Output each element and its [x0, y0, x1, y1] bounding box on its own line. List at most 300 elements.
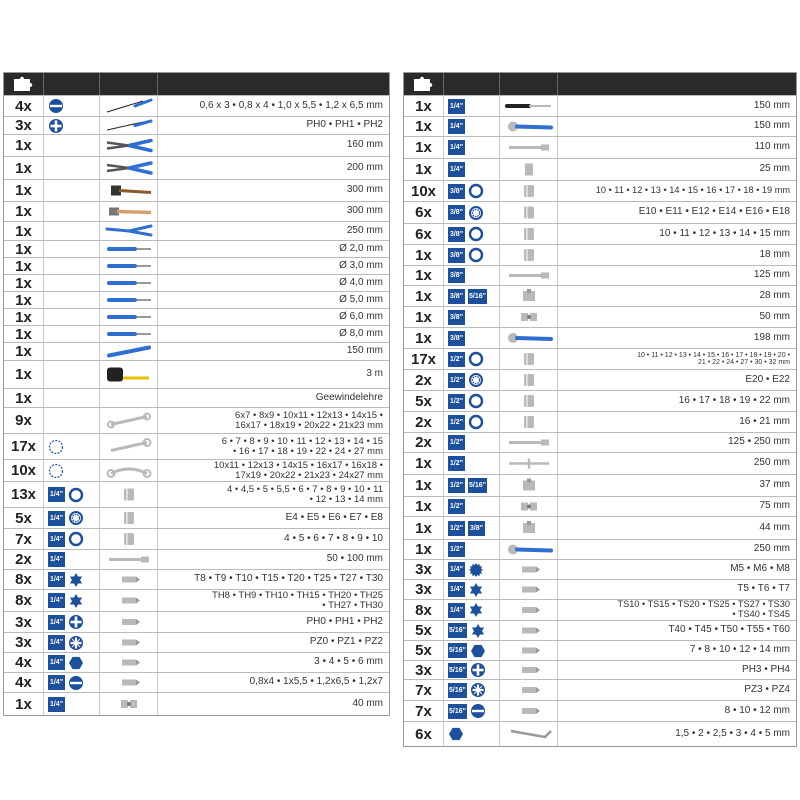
quantity: 8x [4, 590, 44, 611]
quantity: 1x [4, 180, 44, 201]
quantity: 1x [4, 202, 44, 221]
phillips-icon [470, 662, 486, 678]
size-description: T8 • T9 • T10 • T15 • T20 • T25 • T27 • T30 [194, 573, 383, 585]
type-cell [44, 202, 100, 221]
hex-icon [68, 655, 84, 671]
socket-icon [500, 391, 558, 411]
table-row [4, 507, 389, 528]
size-description: 300 mm [346, 184, 383, 196]
type-cell [44, 292, 100, 308]
quantity: 2x [4, 550, 44, 569]
size-description: 10 • 11 • 12 • 13 • 14 • 15 mm [659, 227, 790, 239]
ring-wrench-icon [100, 460, 158, 481]
table-row [404, 158, 796, 180]
drive-size-badge: 1/4" [448, 603, 465, 618]
table-row [404, 411, 796, 432]
type-cell [44, 508, 100, 528]
hammer-icon [100, 180, 158, 201]
extension-bar-icon [500, 266, 558, 285]
size-description: 150 mm [753, 120, 790, 132]
table-row [4, 407, 389, 433]
type-cell [444, 349, 500, 369]
table-row [404, 700, 796, 721]
drive-size-badge: 1/4" [448, 162, 465, 177]
table-header [404, 73, 796, 95]
table-row [404, 516, 796, 539]
size-description: 4 • 5 • 6 • 7 • 8 • 9 • 10 [284, 532, 383, 544]
size-description: 3 m [366, 368, 383, 380]
table-row [404, 95, 796, 116]
drive-size-badge: 1/2" [448, 415, 465, 430]
type-cell [444, 722, 500, 746]
drive-size-badge: 3/8" [448, 268, 465, 283]
adapter-icon [500, 286, 558, 306]
table-row [404, 559, 796, 579]
quantity: 3x [404, 560, 444, 579]
type-cell [44, 222, 100, 240]
type-cell [444, 475, 500, 496]
socket-icon [500, 181, 558, 201]
hex-icon [470, 643, 486, 659]
drive-size-badge: 3/8" [448, 205, 465, 220]
quantity: 4x [4, 96, 44, 116]
size-description: 16 • 17 • 18 • 19 • 22 mm [678, 394, 790, 406]
quantity: 1x [404, 159, 444, 180]
extension-icon [100, 550, 158, 569]
quantity: 1x [4, 258, 44, 274]
drive-size-badge: 1/4" [48, 552, 65, 567]
quantity: 5x [404, 621, 444, 640]
drive-size-badge: 5/16" [468, 289, 487, 304]
water-pump-pliers-icon [100, 222, 158, 240]
bit-icon [500, 621, 558, 640]
drive-size-badge: 1/4" [48, 511, 65, 526]
bit-icon [500, 680, 558, 700]
socket-icon [500, 224, 558, 244]
quantity: 6x [404, 202, 444, 223]
type-cell [444, 661, 500, 679]
reducer-icon [500, 517, 558, 539]
quantity: 1x [4, 241, 44, 257]
pliers-icon [100, 135, 158, 156]
table-row [4, 221, 389, 240]
type-cell [44, 180, 100, 201]
ratchet-icon [500, 540, 558, 559]
socket-icon [500, 202, 558, 223]
quantity: 1x [404, 137, 444, 158]
type-cell [444, 560, 500, 579]
size-description: 50 mm [759, 310, 790, 322]
type-cell [44, 408, 100, 433]
table-row [404, 539, 796, 559]
table-row [4, 308, 389, 325]
type-cell [444, 433, 500, 452]
drive-size-badge: 1/4" [48, 593, 65, 608]
bit-icon [500, 641, 558, 660]
size-description: E10 • E11 • E12 • E14 • E16 • E18 [638, 206, 790, 218]
quantity: 3x [404, 661, 444, 679]
type-cell [44, 482, 100, 507]
quantity: 1x [4, 693, 44, 715]
table-row [404, 116, 796, 136]
quantity: 7x [404, 701, 444, 721]
bit-icon [500, 560, 558, 579]
drive-size-badge: 5/16" [448, 663, 467, 678]
quantity: 6x [404, 722, 444, 746]
drive-size-badge: 1/2" [448, 478, 465, 493]
spinner-icon [500, 96, 558, 116]
phillips-icon [68, 614, 84, 630]
quantity: 1x [404, 96, 444, 116]
table-row [4, 360, 389, 388]
bit-icon [100, 590, 158, 611]
type-cell [444, 159, 500, 180]
type-cell [44, 529, 100, 549]
size-description: E4 • E5 • E6 • E7 • E8 [285, 511, 383, 523]
quantity: 4x [4, 673, 44, 692]
quantity: 7x [404, 680, 444, 700]
drive-size-badge: 1/4" [48, 675, 65, 690]
type-cell [44, 550, 100, 569]
quantity: 1x [404, 453, 444, 474]
drive-size-badge: 3/8" [448, 331, 465, 346]
type-cell [444, 266, 500, 285]
ring-icon [48, 463, 64, 479]
type-cell [444, 641, 500, 660]
socket-icon [500, 245, 558, 265]
table-row [404, 348, 796, 369]
size-description: 25 mm [759, 163, 790, 175]
size-description: TH8 • TH9 • TH10 • TH15 • TH20 • TH25 • TH27 • TH30 [212, 589, 383, 611]
type-cell [444, 621, 500, 640]
hex-ring-icon [468, 351, 484, 367]
type-cell [44, 258, 100, 274]
table-row [4, 569, 389, 589]
drive-size-badge: 5/16" [448, 623, 467, 638]
quantity: 1x [4, 275, 44, 291]
table-row [404, 136, 796, 158]
table-row [404, 306, 796, 327]
size-description: PH0 • PH1 • PH2 [306, 119, 383, 131]
socket-icon [500, 349, 558, 369]
quantity: 8x [404, 600, 444, 620]
hex-key-icon [500, 722, 558, 746]
quantity: 3x [4, 117, 44, 134]
punch-icon [100, 292, 158, 308]
type-cell [444, 680, 500, 700]
table-row [404, 244, 796, 265]
table-row [404, 452, 796, 474]
size-description: 10x11 • 12x13 • 14x15 • 16x17 • 16x18 • 17x19 • 20x22 • 21x23 • 24x27 mm [213, 459, 383, 481]
size-description: PZ3 • PZ4 [744, 683, 790, 695]
type-cell [44, 673, 100, 692]
type-cell [44, 633, 100, 652]
size-description: 198 mm [753, 331, 790, 343]
hex-ring-icon [68, 531, 84, 547]
table-row [404, 496, 796, 516]
socket-icon [500, 370, 558, 390]
size-description: 50 • 100 mm [326, 553, 383, 565]
type-cell [444, 328, 500, 348]
slotted-icon [48, 98, 64, 114]
type-cell [444, 497, 500, 516]
quantity: 1x [4, 222, 44, 240]
type-cell [44, 570, 100, 589]
quantity: 1x [404, 517, 444, 539]
size-description: PH3 • PH4 [742, 663, 790, 675]
quantity: 1x [404, 245, 444, 265]
type-cell [444, 600, 500, 620]
type-cell [44, 434, 100, 459]
quantity: 5x [4, 508, 44, 528]
table-row [404, 640, 796, 660]
type-cell [44, 693, 100, 715]
table-row [4, 388, 389, 407]
type-cell [444, 307, 500, 327]
type-cell [44, 157, 100, 179]
drive-size-badge: 1/2" [448, 456, 465, 471]
size-description: M5 • M6 • M8 [730, 563, 790, 575]
punch-icon [100, 309, 158, 325]
type-cell [44, 326, 100, 342]
type-cell [444, 540, 500, 559]
bit-icon [100, 633, 158, 652]
combination-wrench-icon [100, 434, 158, 459]
quantity: 5x [404, 641, 444, 660]
table-row [4, 240, 389, 257]
size-description: PH0 • PH1 • PH2 [306, 615, 383, 627]
right-inventory-table [403, 72, 797, 747]
type-cell [44, 309, 100, 325]
type-cell [44, 117, 100, 134]
table-row [4, 692, 389, 715]
bit-icon [500, 600, 558, 620]
bit-icon [100, 612, 158, 632]
table-row [4, 433, 389, 459]
torx-ring-icon [468, 372, 484, 388]
size-description: PZ0 • PZ1 • PZ2 [309, 636, 383, 648]
bit-icon [100, 653, 158, 672]
quantity: 10x [4, 460, 44, 481]
bit-icon [100, 570, 158, 589]
ratchet-icon [500, 328, 558, 348]
pozi-icon [68, 635, 84, 651]
size-description: Geewindelehre [315, 391, 383, 403]
size-description: 300 mm [346, 205, 383, 217]
table-row [404, 579, 796, 599]
type-cell [444, 245, 500, 265]
drive-size-badge: 1/2" [448, 542, 465, 557]
table-row [404, 432, 796, 452]
hammer-wood-icon [100, 202, 158, 221]
table-header [4, 73, 389, 95]
drive-size-badge: 1/4" [48, 572, 65, 587]
table-row [4, 291, 389, 308]
punch-icon [100, 241, 158, 257]
size-description: 0,6 x 3 • 0,8 x 4 • 1,0 x 5,5 • 1,2 x 6,5 mm [199, 99, 383, 111]
wrench-icon [100, 408, 158, 433]
quantity: 2x [404, 412, 444, 432]
quantity: 1x [404, 540, 444, 559]
extension-bar-icon [500, 433, 558, 452]
size-description: 125 mm [753, 269, 790, 281]
size-description: 160 mm [346, 139, 383, 151]
type-cell [444, 412, 500, 432]
size-description: 150 mm [753, 99, 790, 111]
quantity: 1x [4, 326, 44, 342]
size-description: 18 mm [759, 248, 790, 260]
punch-icon [100, 275, 158, 291]
punch-icon [100, 326, 158, 342]
type-cell [44, 241, 100, 257]
drive-size-badge: 1/4" [48, 532, 65, 547]
puzzle-icon [4, 73, 44, 95]
size-description: 6x7 • 8x9 • 10x11 • 12x13 • 14x15 • 16x17 • 18x19 • 20x22 • 21x23 mm [235, 409, 383, 431]
table-row [4, 95, 389, 116]
type-cell [444, 96, 500, 116]
type-cell [444, 517, 500, 539]
size-description: Ø 8,0 mm [339, 327, 383, 339]
left-table-body [4, 95, 389, 715]
size-description: 250 mm [346, 224, 383, 236]
bit-icon [500, 701, 558, 721]
table-row [4, 652, 389, 672]
size-description: 6 • 7 • 8 • 9 • 10 • 11 • 12 • 13 • 14 • 15 • 16 • 17 • 18 • 19 • 22 • 24 • 27 mm [221, 435, 383, 457]
type-cell [444, 286, 500, 306]
type-cell [44, 460, 100, 481]
quantity: 13x [4, 482, 44, 507]
hex-ring-icon [468, 183, 484, 199]
size-description: 3 • 4 • 5 • 6 mm [314, 656, 383, 668]
quantity: 4x [4, 653, 44, 672]
quantity: 6x [404, 224, 444, 244]
drive-size-badge: 3/8" [448, 248, 465, 263]
phillips-icon [48, 118, 64, 134]
type-cell [444, 137, 500, 158]
ratchet-icon [500, 117, 558, 136]
type-cell [44, 590, 100, 611]
size-description: 4 • 4,5 • 5 • 5,5 • 6 • 7 • 8 • 9 • 10 • 11 • 12 • 13 • 14 mm [227, 483, 383, 505]
socket-icon [100, 508, 158, 528]
drive-size-badge: 1/4" [48, 635, 65, 650]
size-description: 16 • 21 mm [739, 415, 790, 427]
drive-size-badge: 3/8" [448, 184, 465, 199]
quantity: 1x [4, 389, 44, 407]
table-row [404, 223, 796, 244]
pliers-icon [100, 157, 158, 179]
table-row [404, 679, 796, 700]
table-row [404, 660, 796, 679]
pozi-icon [470, 682, 486, 698]
quantity: 1x [4, 343, 44, 360]
quantity: 1x [4, 292, 44, 308]
drive-size-badge: 1/4" [448, 119, 465, 134]
table-row [4, 549, 389, 569]
table-row [404, 369, 796, 390]
type-cell [44, 389, 100, 407]
table-row [4, 342, 389, 360]
torx-icon [470, 623, 486, 639]
quantity: 3x [4, 633, 44, 652]
extension-bar-icon [500, 137, 558, 158]
table-row [404, 474, 796, 496]
quantity: 1x [4, 361, 44, 388]
size-description: E20 • E22 [745, 373, 790, 385]
drive-size-badge: 1/4" [48, 487, 65, 502]
table-row [404, 599, 796, 620]
quantity: 1x [404, 117, 444, 136]
size-description: Ø 5,0 mm [339, 293, 383, 305]
drive-size-badge: 3/8" [448, 227, 465, 242]
size-description: 10 • 11 • 12 • 13 • 14 • 15 • 16 • 17 • 18 • 19 mm [595, 185, 790, 196]
size-description: 44 mm [759, 521, 790, 533]
universal-joint-icon [100, 693, 158, 715]
bit-icon [500, 580, 558, 599]
drive-size-badge: 5/16" [468, 478, 487, 493]
drive-size-badge: 5/16" [448, 643, 467, 658]
universal-joint-icon [500, 307, 558, 327]
torx-ring-icon [68, 510, 84, 526]
drive-size-badge: 1/2" [448, 394, 465, 409]
hex-icon [448, 726, 464, 742]
torx-icon [68, 572, 84, 588]
table-row [404, 201, 796, 223]
slotted-icon [470, 703, 486, 719]
size-description: 28 mm [759, 289, 790, 301]
size-description: 1,5 • 2 • 2,5 • 3 • 4 • 5 mm [675, 727, 790, 739]
table-row [404, 390, 796, 411]
screwdriver-thin-icon [100, 96, 158, 116]
table-row [4, 325, 389, 342]
table-row [404, 721, 796, 746]
size-description: Ø 4,0 mm [339, 276, 383, 288]
size-description: T5 • T6 • T7 [737, 583, 790, 595]
size-description: 250 mm [753, 543, 790, 555]
quantity: 17x [4, 434, 44, 459]
type-cell [444, 181, 500, 201]
bit-icon [100, 673, 158, 692]
torx-icon [468, 602, 484, 618]
quantity: 2x [404, 370, 444, 390]
quantity: 5x [404, 391, 444, 411]
table-row [4, 611, 389, 632]
drive-size-badge: 1/4" [48, 615, 65, 630]
torx-icon [468, 582, 484, 598]
table-row [404, 285, 796, 306]
drive-size-badge: 1/4" [448, 140, 465, 155]
screwdriver-thin-icon [100, 117, 158, 134]
type-cell [44, 275, 100, 291]
type-cell [444, 453, 500, 474]
table-row [404, 327, 796, 348]
drive-size-badge: 1/2" [448, 373, 465, 388]
drive-size-badge: 1/4" [448, 582, 465, 597]
size-description: Ø 6,0 mm [339, 310, 383, 322]
table-row [404, 620, 796, 640]
quantity: 10x [404, 181, 444, 201]
left-inventory-table [3, 72, 390, 716]
hex-ring-icon [468, 414, 484, 430]
table-row [4, 274, 389, 291]
type-cell [444, 701, 500, 721]
drive-size-badge: 1/4" [48, 697, 65, 712]
size-description: TS10 • TS15 • TS20 • TS25 • TS27 • TS30 • TS40 • TS45 [617, 599, 790, 619]
hex-ring-icon [68, 487, 84, 503]
tool-image-empty [100, 389, 158, 407]
drive-size-badge: 1/4" [448, 562, 465, 577]
table-row [4, 156, 389, 179]
type-cell [44, 343, 100, 360]
